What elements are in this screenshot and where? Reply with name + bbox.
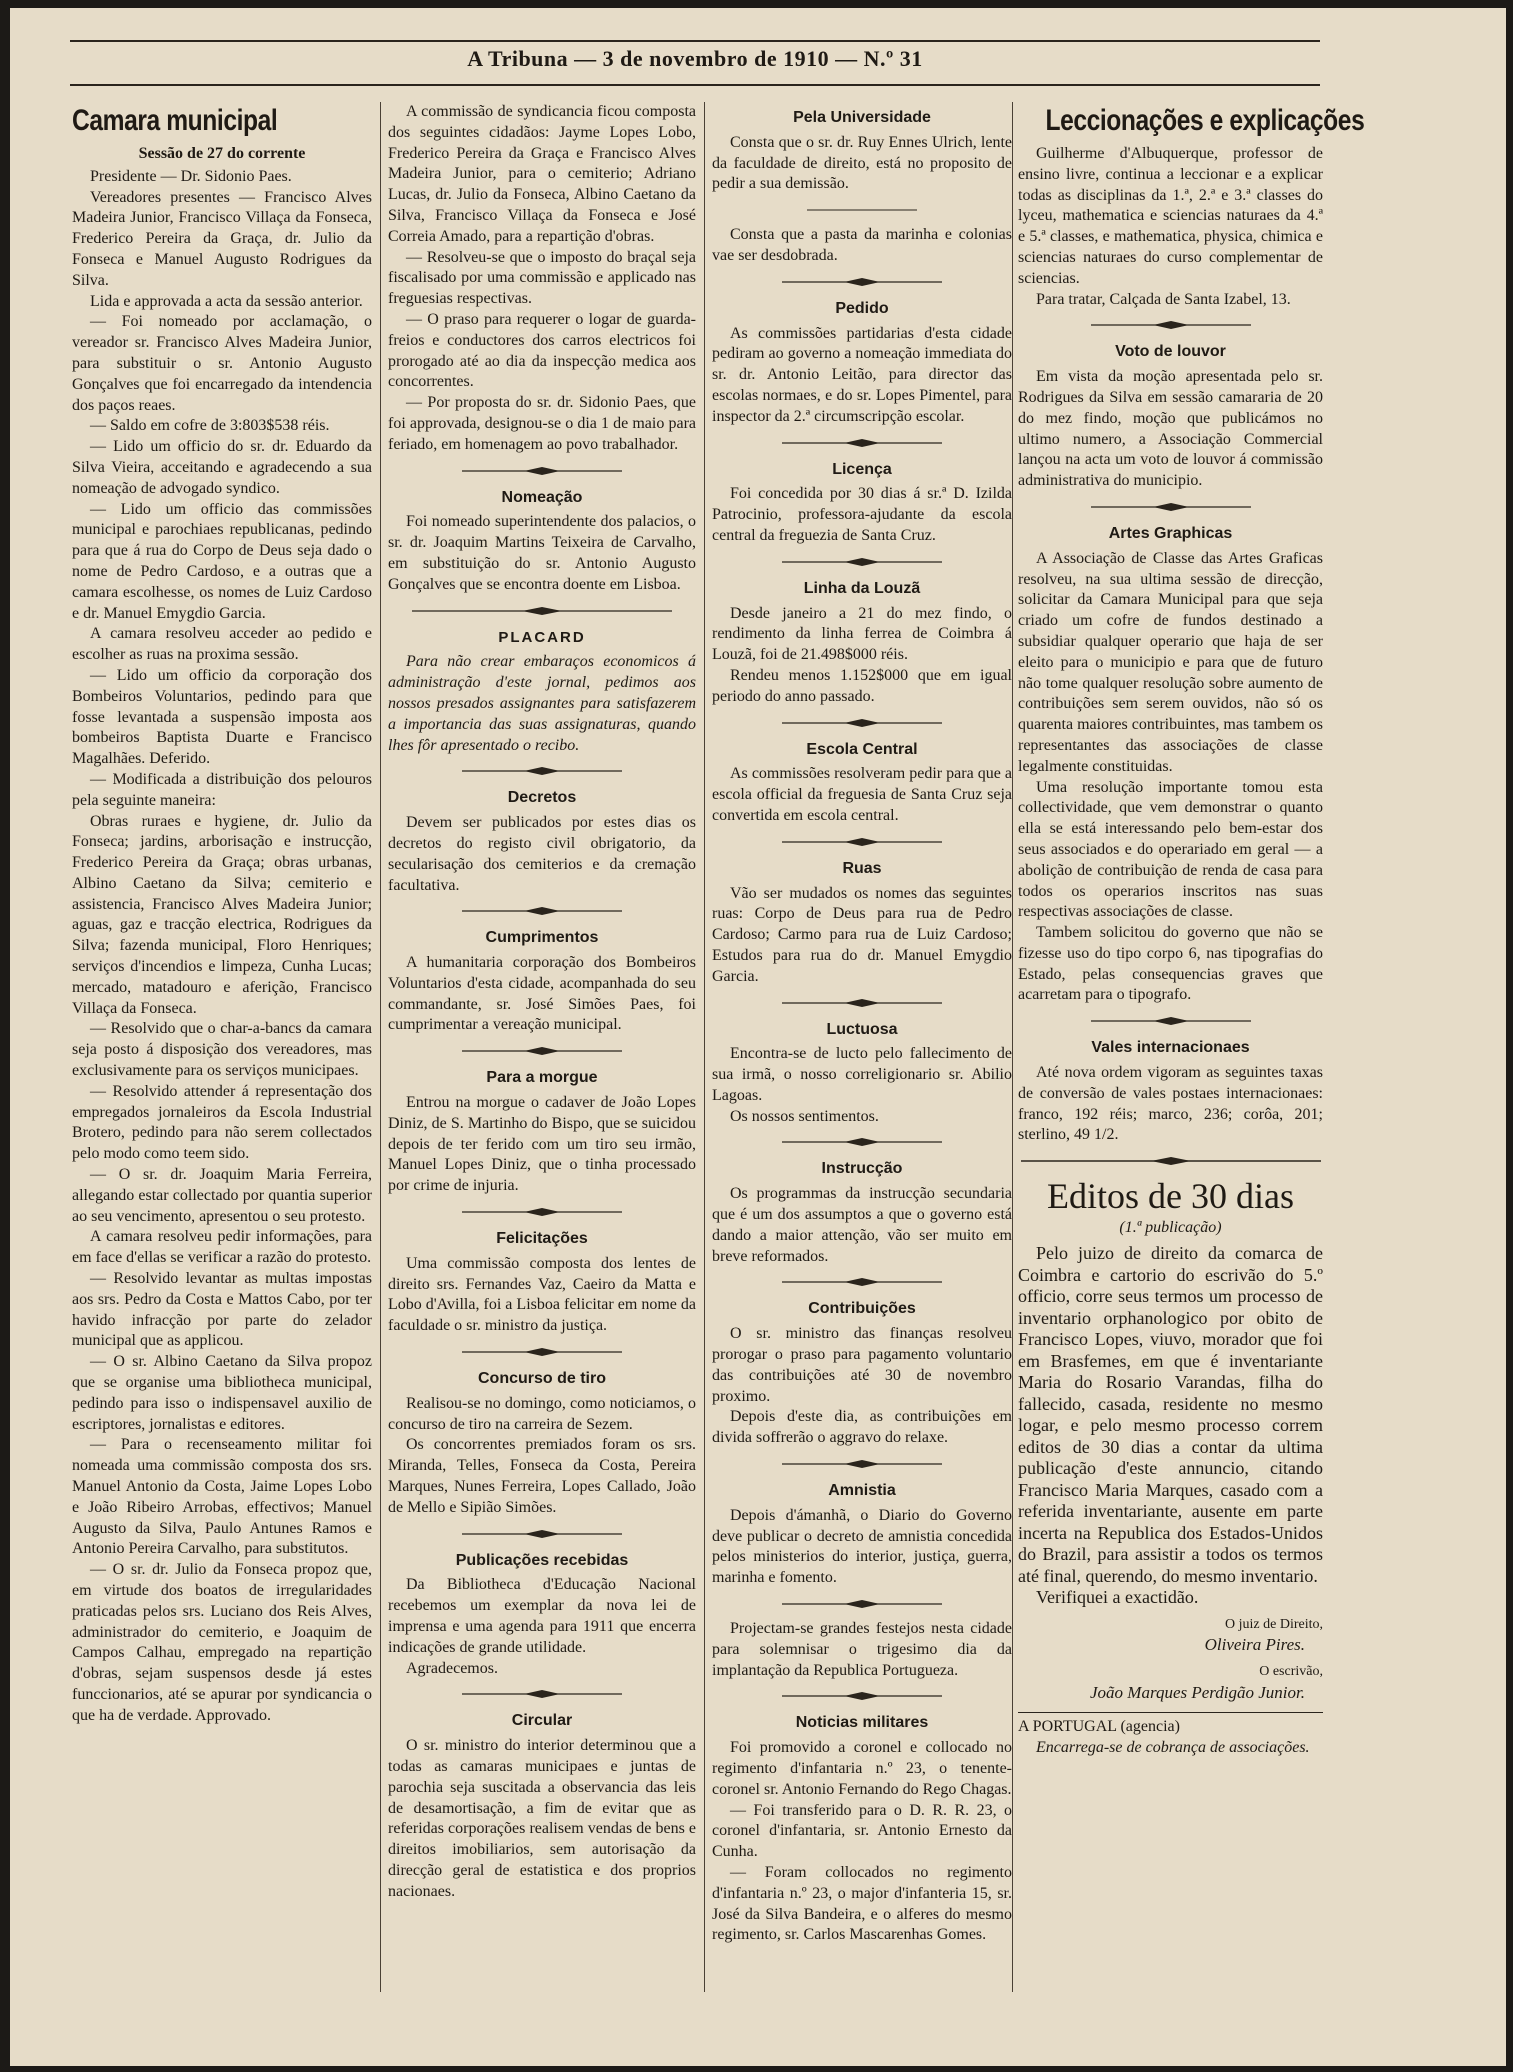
ornament-divider bbox=[712, 199, 1012, 221]
ornament-divider bbox=[388, 1040, 696, 1062]
ornament-divider bbox=[388, 760, 696, 782]
ornament-divider bbox=[712, 1271, 1012, 1293]
militares-text: Foi promovido a coronel e collocado no regimento d'infantaria n.º 23, o tenente-coronel sr. Antonio Fernando do Rego Chagas. bbox=[712, 1739, 1012, 1798]
camara-paragraph: — Resolveu-se que o imposto do braçal seja fiscalisado por uma commissão e applicado nas freguesias respectivas. bbox=[388, 248, 696, 308]
licenca-text: Foi concedida por 30 dias á sr.ª D. Izilda Patrocinio, professora-ajudante da escola central da freguezia de Santa Cruz. bbox=[712, 485, 1012, 544]
camara-title: Camara municipal bbox=[72, 104, 278, 137]
universidade-title: Pela Universidade bbox=[793, 109, 931, 126]
pedido-text: As commissões partidarias d'esta cidade pediram ao governo a nomeação immediata do sr. dr. Antonio Leitão, para director das escolas normaes, e do sr. Lopes Pimentel, para inspector da 2.ª circumscripção escolar. bbox=[712, 324, 1012, 425]
ornament-divider bbox=[712, 1685, 1012, 1707]
tiro-title: Concurso de tiro bbox=[477, 1370, 606, 1388]
cumprimentos-title: Cumprimentos bbox=[485, 929, 599, 947]
nomeacao-text: Foi nomeado superintendente dos palacios, o sr. dr. Joaquim Martins Teixeira de Carvalho, em substituição do sr. Antonio Augusto Gonçalves que se encontra doente em Lisboa. bbox=[388, 513, 696, 593]
instruccao-text: Os programmas da instrucção secundaria que é um dos assumptos a que o governo está dando a maior attenção, vão ser muito em breve reformados. bbox=[712, 1185, 1012, 1265]
juiz-label: O juiz de Direito, bbox=[1225, 1616, 1323, 1632]
tiro-text: Realisou-se no domingo, como noticiamos, o concurso de tiro na carreira de Sezem. bbox=[388, 1394, 696, 1433]
festejos-text: Projectam-se grandes festejos nesta cidade para solemnisar o trigesimo dia da implantação da Republica Portugueza. bbox=[712, 1620, 1012, 1679]
camara-session: Sessão de 27 do corrente bbox=[138, 145, 306, 162]
camara-paragraph: — Para o recenseamento militar foi nomeada uma commissão composta dos srs. Manuel Antonio da Costa, Jaime Lopes Lobo e João Ribeiro Arrobas, effectivos; Manuel Augusto da Silva, Paulo Antunes Ramos e Antonio Pereira Carvalho, para substitutos. bbox=[72, 1436, 372, 1558]
militares-title: Noticias militares bbox=[795, 1714, 929, 1732]
column-camara bbox=[72, 102, 372, 1727]
ornament-divider bbox=[388, 1523, 696, 1545]
artes-title: Artes Graphicas bbox=[1108, 524, 1233, 542]
placard-text: Para não crear embaraços economicos á administração d'este jornal, pedimos aos nossos presados assignantes para satisfazerem a importancia das suas assignaturas, quando lhes fôr apresentado o recibo. bbox=[388, 653, 696, 754]
camara-paragraph: — Lido um officio das commissões municipal e parochiaes republicanas, pedindo para que á rua do Corpo de Deus seja dado o nome de Pedro Cardoso, e a outras que a camara escolhesse, os nomes de Luiz Cardoso e dr. Manuel Emygdio Garcia. bbox=[72, 500, 372, 622]
camara-paragraph: A camara resolveu pedir informações, para em face d'ellas se verificar a razão do protesto. bbox=[72, 1228, 372, 1267]
contribuicoes-text: Depois d'este dia, as contribuições em divida soffrerão o aggravo do relaxe. bbox=[712, 1408, 1012, 1447]
ornament-divider bbox=[1018, 1150, 1323, 1172]
camara-paragraph: — O sr. Albino Caetano da Silva propoz que se organise uma bibliotheca municipal, pedindo para isso o indispensavel auxilio de escriptores, jornalistas e editores. bbox=[72, 1353, 372, 1433]
publicacoes-text: Agradecemos. bbox=[406, 1659, 498, 1677]
circular-text: O sr. ministro do interior determinou que a todas as camaras municipaes e juntas de parochia seja suscitada a observancia das leis de desamortisação, a fim de evitar que as referidas corporações realisem vendas de bens e direitos imobiliarios, sem autorisação da direcção geral de estatistica e dos proprios nacionaes. bbox=[388, 1737, 696, 1900]
camara-paragraph: — O praso para requerer o logar de guarda-freios e conductores dos carros electricos foi prorogado até ao dia da inspecção medica aos concorrentes. bbox=[388, 310, 696, 391]
nomeacao-title: Nomeação bbox=[501, 488, 583, 506]
camara-paragraph: A commissão de syndicancia ficou composta dos seguintes cidadãos: Jayme Lopes Lobo, Frederico Pereira da Graça e Francisco Alves Madeira Junior, para o cemiterio; Adriano Lucas, dr. Julio da Fonseca, Albino Caetano da Silva, Francisco Villaça da Fonseca e José Correia Amado, para a repartição d'obras. bbox=[388, 103, 696, 245]
artes-text: Uma resolução importante tomou esta collectividade, que vem demonstrar o quanto ella se está interessando pelo bem-estar dos seus associados e do operariado em geral — a abolição de contribuição de renda de casa para todos os operarios inscritos nas suas respectivas associações de classe. bbox=[1018, 778, 1323, 921]
morgue-text: Entrou na morgue o cadaver de João Lopes Diniz, de S. Martinho do Bispo, que se suicidou depois de ter ferido com um tiro seu irmão, Manuel Lopes Diniz, que o tinha processado por crime de injuria. bbox=[388, 1094, 696, 1195]
decretos-text: Devem ser publicados por estes dias os decretos do registo civil obrigatorio, da secularisação dos cemiterios e da cremação facultativa. bbox=[388, 814, 696, 894]
leccionacoes-text: Guilherme d'Albuquerque, professor de ensino livre, continua a leccionar e a explicar todas as disciplinas da 1.ª, 2.ª e 3.ª classes do lyceu, mathematica e sciencias naturaes da 4.ª e 5.ª classes, e mathematica, physica, chimica e sciencias naturaes do curso complementar de sciencias. bbox=[1018, 145, 1323, 287]
louvor-text: Em vista da moção apresentada pelo sr. Rodrigues da Silva em sessão camararia de 20 do mez findo, moção que publicámos no ultimo numero, a Associação Commercial lançou na acta um voto de louvor á commissão administrativa do municipio. bbox=[1018, 368, 1323, 490]
column-divider bbox=[704, 102, 705, 1992]
ornament-divider bbox=[1018, 496, 1323, 518]
leccionacoes-text: Para tratar, Calçada de Santa Izabel, 13. bbox=[1036, 290, 1291, 308]
tiro-text: Os concorrentes premiados foram os srs. Miranda, Telles, Fonseca da Costa, Pereira Marques, Nunes Ferreira, Lopes Callado, João de Mello e Sipião Simões. bbox=[388, 1436, 696, 1516]
camara-paragraph: — Resolvido que o char-a-bancs da camara seja posto á disposição dos vereadores, mas exclusivamente para os serviços municipaes. bbox=[72, 1020, 372, 1080]
camara-paragraph: — Saldo em cofre de 3:803$538 réis. bbox=[90, 417, 330, 435]
vales-text: Até nova ordem vigoram as seguintes taxas de conversão de vales postaes internacionaes: franco, 192 réis; marco, 236; corôa, 201; sterlino, 49 1/2. bbox=[1018, 1064, 1323, 1144]
ornament-divider bbox=[388, 1341, 696, 1363]
universidade-text: Consta que o sr. dr. Ruy Ennes Ulrich, lente da faculdade de direito, está no proposito de pedir a sua demissão. bbox=[712, 133, 1012, 193]
ornament-divider bbox=[388, 900, 696, 922]
ornament-divider bbox=[1018, 1010, 1323, 1032]
camara-paragraph: Obras ruraes e hygiene, dr. Julio da Fonseca; jardins, arborisação e instrucção, Frederico Pereira da Graça; obras urbanas, Albino Caetano da Silva; cemiterio e assistencia, Francisco Alves Madeira Junior; aguas, gaz e tracção electrica, Rodrigues da Silva; fazenda municipal, Floro Henriques; serviços d'incendios e limpeza, Cunha Lucas; mercado, matadouro e aferição, Francisco Villaça da Fonseca. bbox=[72, 812, 372, 1017]
header-rule-top bbox=[70, 40, 1320, 42]
decretos-title: Decretos bbox=[507, 789, 577, 807]
editos-title: Editos de 30 dias bbox=[1047, 1176, 1294, 1217]
morgue-title: Para a morgue bbox=[486, 1069, 598, 1087]
leccionacoes-title: Leccionações e explicações bbox=[1045, 104, 1365, 137]
louza-title: Linha da Louzã bbox=[803, 579, 921, 597]
column-3 bbox=[712, 102, 1012, 1946]
column-divider bbox=[380, 102, 381, 1992]
ornament-divider bbox=[388, 600, 696, 622]
louvor-title: Voto de louvor bbox=[1115, 343, 1226, 361]
camara-paragraph: — Foi nomeado por acclamação, o vereador sr. Francisco Alves Madeira Junior, para substituir o sr. Antonio Augusto Gonçalves que foi encarregado da intendencia dos paços reaes. bbox=[72, 313, 372, 414]
publicacoes-title: Publicações recebidas bbox=[455, 1551, 629, 1569]
contribuicoes-title: Contribuições bbox=[808, 1300, 916, 1318]
juiz-name: Oliveira Pires. bbox=[1204, 1635, 1305, 1655]
felicitacoes-title: Felicitações bbox=[496, 1230, 588, 1248]
camara-paragraph: Presidente — Dr. Sidonio Paes. bbox=[90, 167, 292, 185]
column-divider bbox=[1012, 102, 1013, 1992]
ornament-divider bbox=[712, 271, 1012, 293]
camara-paragraph: — Por proposta do sr. dr. Sidonio Paes, que foi approvada, designou-se o dia 1 de maio para feriado, em homenagem ao povo trabalhador. bbox=[388, 394, 696, 453]
camara-paragraph: — Resolvido levantar as multas impostas aos srs. Pedro da Costa e Mattos Cabo, por ter havido infracção por parte do zelador municipal que as applicou. bbox=[72, 1270, 372, 1350]
portugal-title: A PORTUGAL (agencia) bbox=[1018, 1712, 1323, 1738]
louza-text: Desde janeiro a 21 do mez findo, o rendimento da linha ferrea de Coimbra á Louzã, foi de 21.498$000 réis. bbox=[712, 604, 1012, 664]
camara-paragraph: — Modificada a distribuição dos pelouros pela seguinte maneira: bbox=[72, 770, 372, 809]
vales-title: Vales internacionaes bbox=[1091, 1039, 1250, 1057]
militares-text: — Foi transferido para o D. R. R. 23, o coronel d'infantaria, sr. Antonio Ernesto da Cunha. bbox=[712, 1801, 1012, 1861]
escola-title: Escola Central bbox=[806, 740, 918, 758]
ornament-divider bbox=[712, 1593, 1012, 1615]
camara-paragraph: — Lido um officio do sr. dr. Eduardo da Silva Vieira, acceitando e agradecendo a sua nomeação de advogado syndico. bbox=[72, 438, 372, 497]
camara-paragraph: — Lido um officio da corporação dos Bombeiros Voluntarios, pedindo para que fosse levantada a suspensão imposta aos bombeiros Baptista Duarte e Francisco Magalhães. Deferido. bbox=[72, 666, 372, 768]
newspaper-page bbox=[10, 8, 1506, 2066]
header-rule-bottom bbox=[70, 84, 1320, 86]
camara-paragraph: Lida e approvada a acta da sessão anterior. bbox=[90, 292, 363, 310]
ornament-divider bbox=[712, 712, 1012, 734]
column-2 bbox=[388, 102, 696, 1903]
ornament-divider bbox=[388, 460, 696, 482]
ornament-divider bbox=[712, 1131, 1012, 1153]
escola-text: As commissões resolveram pedir para que a escola official da freguesia de Santa Cruz seja convertida em escola central. bbox=[712, 765, 1012, 824]
ornament-divider bbox=[388, 1201, 696, 1223]
ornament-divider bbox=[712, 992, 1012, 1014]
ornament-divider bbox=[1018, 314, 1323, 336]
escrivao-label: O escrivão, bbox=[1259, 1664, 1323, 1680]
militares-text: — Foram collocados no regimento d'infantaria n.º 23, o major d'infanteria 15, sr. José da Silva Bandeira, e o alferes do mesmo regimento, sr. Carlos Mascarenhas Gomes. bbox=[712, 1864, 1012, 1944]
luctuosa-title: Luctuosa bbox=[826, 1020, 898, 1038]
ruas-title: Ruas bbox=[842, 859, 882, 877]
editos-text: Verifiquei a exactidão. bbox=[1036, 1587, 1199, 1608]
contribuicoes-text: O sr. ministro das finanças resolveu prorogar o praso para pagamento voluntario das contribuições até 30 de novembro proximo. bbox=[712, 1325, 1012, 1405]
ornament-divider bbox=[388, 1683, 696, 1705]
luctuosa-text: Encontra-se de lucto pelo fallecimento de sua irmã, o nosso correligionario sr. Abilio Lagoas. bbox=[712, 1045, 1012, 1104]
column-4 bbox=[1018, 102, 1365, 1758]
publicacoes-text: Da Bibliotheca d'Educação Nacional recebemos um exemplar da nova lei de imprensa e uma agenda para 1911 que encerra indicações de grande utilidade. bbox=[388, 1576, 696, 1656]
camara-paragraph: A camara resolveu acceder ao pedido e escolher as ruas na proxima sessão. bbox=[72, 625, 372, 664]
luctuosa-text: Os nossos sentimentos. bbox=[730, 1107, 879, 1125]
felicitacoes-text: Uma commissão composta dos lentes de direito srs. Fernandes Vaz, Caeiro da Matta e Lobo d'Avilla, foi a Lisboa felicitar em nome da faculdade o sr. ministro da justiça. bbox=[388, 1254, 696, 1335]
artes-text: Tambem solicitou do governo que não se fizesse uso do tipo corpo 6, nas tipografias do Estado, pelas consequencias graves que acarretam para o tipografo. bbox=[1018, 924, 1323, 1004]
camara-paragraph: Vereadores presentes — Francisco Alves Madeira Junior, Francisco Villaça da Fonseca, Frederico Pereira da Graça, dr. Julio da Fonseca e Manuel Augusto Rodrigues da Silva. bbox=[72, 188, 372, 289]
amnistia-text: Depois d'ámanhã, o Diario do Governo deve publicar o decreto de amnistia concedida pelos ministerios do interior, justiça, guerra, marinha e fomento. bbox=[712, 1506, 1012, 1587]
ornament-divider bbox=[712, 551, 1012, 573]
camara-paragraph: — O sr. dr. Julio da Fonseca propoz que, em virtude dos boatos de irregularidades praticadas pelos srs. Luciano dos Reis Alves, administrador do cemiterio, e Joaquim de Campos Calhau, empregado na repartição d'obras, sejam suspensos desde já estes funccionarios, até se apurar por syndicancia o que ha de verdade. Approvado. bbox=[72, 1561, 372, 1724]
camara-paragraph: — Resolvido attender á representação dos empregados jornaleiros da Escola Industrial Brotero, pedindo para não serem collectados pelo modo como teem sido. bbox=[72, 1082, 372, 1163]
ruas-text: Vão ser mudados os nomes das seguintes ruas: Corpo de Deus para rua de Pedro Cardoso; Carmo para rua de Luiz Cardoso; Estudos para rua do dr. Manuel Emygdio Garcia. bbox=[712, 884, 1012, 985]
ornament-divider bbox=[712, 432, 1012, 454]
portugal-text: Encarrega-se de cobrança de associações. bbox=[1036, 1738, 1310, 1756]
universidade-text: Consta que a pasta da marinha e colonias vae ser desdobrada. bbox=[712, 226, 1012, 264]
page-header: A Tribuna — 3 de novembro de 1910 — N.º 31 bbox=[467, 46, 923, 71]
licenca-title: Licença bbox=[832, 460, 892, 478]
editos-subtitle: (1.ª publicação) bbox=[1119, 1219, 1222, 1237]
escrivao-name: João Marques Perdigão Junior. bbox=[1090, 1682, 1305, 1702]
louza-text: Rendeu menos 1.152$000 que em igual periodo do anno passado. bbox=[712, 666, 1012, 705]
editos-text: Pelo juizo de direito da comarca de Coimbra e cartorio do escrivão do 5.º officio, corre seus termos um processo de inventario orphanologico por obito de Francisco Lopes, viuvo, morador que foi em Brasfemes, em que é inventariante Maria do Rosario Varandas, filha do fallecido, casada, residente no mesmo logar, e pelo mesmo processo correm editos de 30 dias a contar da ultima publicação d'este annuncio, citando Francisco Maria Marques, casado com a referida inventariante, ausente em parte incerta na Republica dos Estados-Unidos do Brazil, para assistir a todos os termos até final, querendo, do mesmo inventario. bbox=[1018, 1243, 1323, 1586]
ornament-divider bbox=[712, 831, 1012, 853]
camara-paragraph: — O sr. dr. Joaquim Maria Ferreira, allegando estar collectado por quantia superior ao seu vencimento, apresentou o seu protesto. bbox=[72, 1166, 372, 1225]
pedido-title: Pedido bbox=[835, 299, 889, 317]
camara-continuation bbox=[388, 102, 696, 456]
cumprimentos-text: A humanitaria corporação dos Bombeiros Voluntarios d'esta cidade, acompanhada do seu commandante, sr. José Simões Paes, foi cumprimentar a vereação municipal. bbox=[388, 954, 696, 1034]
artes-text: A Associação de Classe das Artes Graficas resolveu, na sua ultima sessão de direcção, solicitar da Camara Municipal para que seja criado um cofre de fundos destinado a subsidiar qualquer operario que haja de ser eleito para o municipio e para que de futuro não tome qualquer resolução sobre aumento de contribuições sem serem ouvidos, não só os quarenta maiores contribuintes, mas tambem os representantes das associações de classe legalmente constituidas. bbox=[1018, 549, 1323, 775]
amnistia-title: Amnistia bbox=[828, 1482, 896, 1500]
instruccao-title: Instrucção bbox=[821, 1160, 903, 1178]
camara-body bbox=[72, 167, 372, 1727]
ornament-divider bbox=[712, 1453, 1012, 1475]
placard-title: PLACARD bbox=[498, 628, 586, 646]
circular-title: Circular bbox=[511, 1712, 573, 1730]
